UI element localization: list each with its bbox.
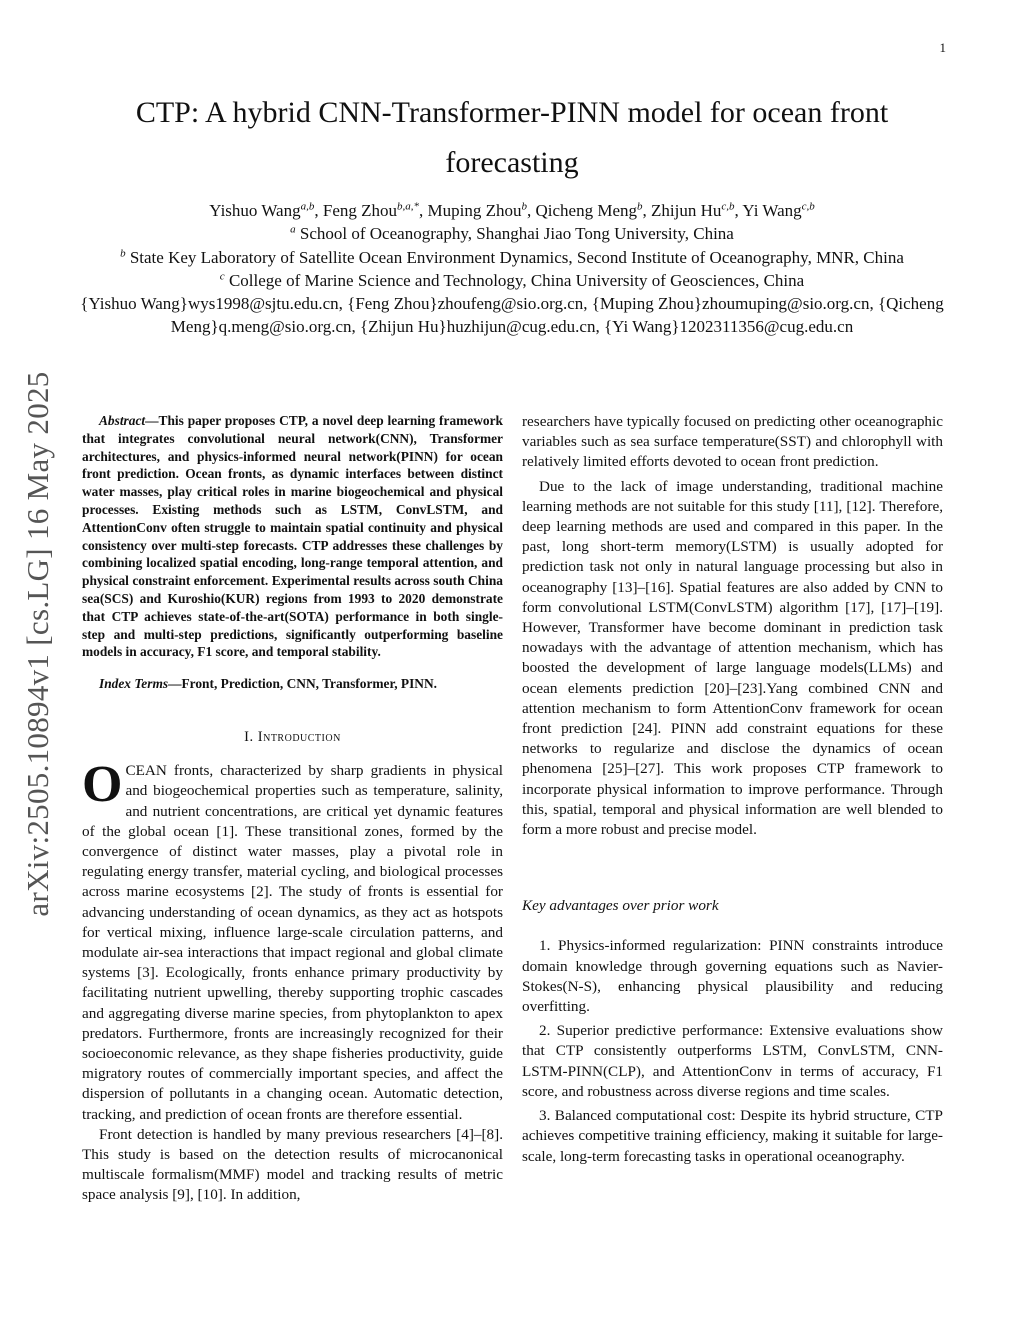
author-name: Feng Zhou (322, 201, 397, 220)
index-terms: Index Terms—Front, Prediction, CNN, Transformer, PINN. (99, 676, 437, 692)
drop-cap: O (82, 756, 123, 814)
affiliation: $^c$ College of Marine Science and Technology, China University of Geosciences, China (219, 270, 805, 290)
author-block (78, 199, 946, 339)
advantage-item: 3. Balanced computational cost: Despite its hybrid structure, CTP achieves competitive training efficiency, making it suitable for large-scale, long-term forecasting tasks in operational oceanography. (522, 1107, 943, 1165)
right-column (522, 412, 943, 1171)
left-column (82, 412, 503, 1206)
intro-paragraph: OCEAN fronts, characterized by sharp gradients in physical and biogeochemical properties such as temperature, salinity, and nutrient concentrations, are critical yet dynamic features of the global ocean [1]. These transitional zones, formed by the convergence of distinct water masses, play a pivotal role in regulating energy transfer, material cycling, and biological processes across marine ecosystems [2]. The study of fronts is essential for advancing understanding of ocean dynamics, as they act as hotspots for vertical mixing, influence large-scale circulation patterns, and modulate air-sea interactions that impact regional and global climate systems [3]. Ecologically, fronts enhance primary productivity by facilitating nutrient upwelling, thereby supporting trophic cascades and aggregating diverse marine species, from phytoplankton to apex predators. Furthermore, fronts are increasingly recognized for their socioeconomic relevance, as they shape fisheries productivity, guide migratory routes of commercially important species, and affect the dispersion of pollutants in a changing ocean. Automatic detection, tracking, and prediction of ocean fronts are therefore essential. (82, 756, 503, 1123)
affiliation: $^b$ State Key Laboratory of Satellite Ocean Environment Dynamics, Second Institute of Oceanography, MNR, China (120, 246, 904, 267)
author-name: Yishuo Wang (209, 201, 301, 220)
affiliation: $^a$ School of Oceanography, Shanghai Jiao Tong University, China (290, 223, 734, 244)
advantage-item: 2. Superior predictive performance: Extensive evaluations show that CTP consistently outperforms LSTM, ConvLSTM, CNN-LSTM-PINN(CLP), and AttentionConv in terms of accuracy, F1 score, and robustness across diverse regions and time scales. (522, 1022, 943, 1100)
author-sup: b (521, 200, 527, 213)
body-paragraph: researchers have typically focused on predicting other oceanographic variables such as sea surface temperature(SST) and chlorophyll with relatively limited efforts devoted to ocean front prediction. (522, 413, 943, 471)
author-sup: b,a,* (397, 200, 419, 213)
author-name: Zhijun Hu (651, 201, 722, 220)
author-sup: b (637, 200, 643, 213)
advantages-heading: Key advantages over prior work (522, 897, 719, 915)
intro-paragraph: Front detection is handled by many previous researchers [4]–[8]. This study is based on the detection results of microcanonical multiscale formalism(MMF) model and tracking results of metric space analysis [9], [10]. In addition, (82, 1125, 503, 1204)
arxiv-sidebar (8, 344, 68, 944)
author-sup: c,b (721, 200, 735, 213)
body-paragraph: Due to the lack of image understanding, traditional machine learning methods are not suitable for this study [11], [12]. Therefore, deep learning methods are used and compared in this paper. In the past, long short-term memory(LSTM) is usually adopted for prediction task not only in natural language processing but also in oceanography [13]–[16]. Spatial features are also added by CNN to form convolutional LSTM(ConvLSTM) algorithm [17], [17]–[19]. However, Transformer have become dominant in prediction task nowadays with the advantage of attention mechanism, which has boosted the development of large language models(LLMs) and ocean elements prediction [20]–[23].Yang combined CNN and attention mechanism to form AttentionConv framework for ocean front prediction [24]. PINN add constraint equations for these networks to regularize and disclose the dynamics of ocean phenomena [25]–[27]. This work proposes CTP framework to incorporate physical information to improve performance. Through this, spatial, temporal and physical information are well blended to form a more robust and precise model. (522, 477, 943, 839)
author-emails: {Yishuo Wang}wys1998@sjtu.edu.cn, {Feng Zhou}zhoufeng@sio.org.cn, {Muping Zhou}zhoumuping@sio.org.cn, {Qicheng Meng}q.meng@sio.org.cn, {Zhijun Hu}huzhijun@cug.edu.cn, {Yi Wang}1202311356@cug.edu.cn (80, 294, 944, 337)
page-number: 1 (939, 40, 946, 55)
abstract: Abstract—This paper proposes CTP, a novel deep learning framework that integrates convolutional neural network(CNN), Transformer architectures, and physics-informed neural network(PINN) for ocean front prediction. Ocean fronts, as dynamic interfaces between distinct water masses, play critical roles in marine biogeochemical and physical processes. Existing methods such as LSTM, ConvLSTM, and AttentionConv often struggle to maintain spatial continuity and physical consistency over multi-step forecasts. CTP addresses these challenges by combining localized spatial encoding, long-range temporal attention, and physical constraint enforcement. Experimental results across south China sea(SCS) and Kuroshio(KUR) regions from 1993 to 2020 demonstrate that CTP achieves state-of-the-art(SOTA) performance in both single-step and multi-step predictions, significantly outperforming baseline models in accuracy, F1 score, and temporal stability. (82, 413, 503, 660)
author-list: Yishuo Wang$^{a,b}$, Feng Zhou$^{b,a,*}$, Muping Zhou$^b$, Qicheng Meng$^b$, Zhijun Hu$^{c,b}$, Yi Wang$^{c,b}$ (209, 200, 815, 220)
section-heading: I. Introduction (244, 728, 341, 745)
author-name: Qicheng Meng (535, 201, 637, 220)
advantage-item: 1. Physics-informed regularization: PINN constraints introduce domain knowledge through governing equations such as Navier-Stokes(N-S), enhancing physical plausibility and reducing overfitting. (522, 937, 943, 1016)
author-sup: c,b (801, 200, 815, 213)
author-name: Muping Zhou (427, 201, 522, 220)
author-name: Yi Wang (742, 201, 802, 220)
arxiv-identifier: arXiv:2505.10894v1 [cs.LG] 16 May 2025 (20, 371, 55, 917)
paper-title: CTP: A hybrid CNN-Transformer-PINN model for ocean front forecasting (135, 96, 889, 179)
author-sup: a,b (300, 200, 315, 213)
